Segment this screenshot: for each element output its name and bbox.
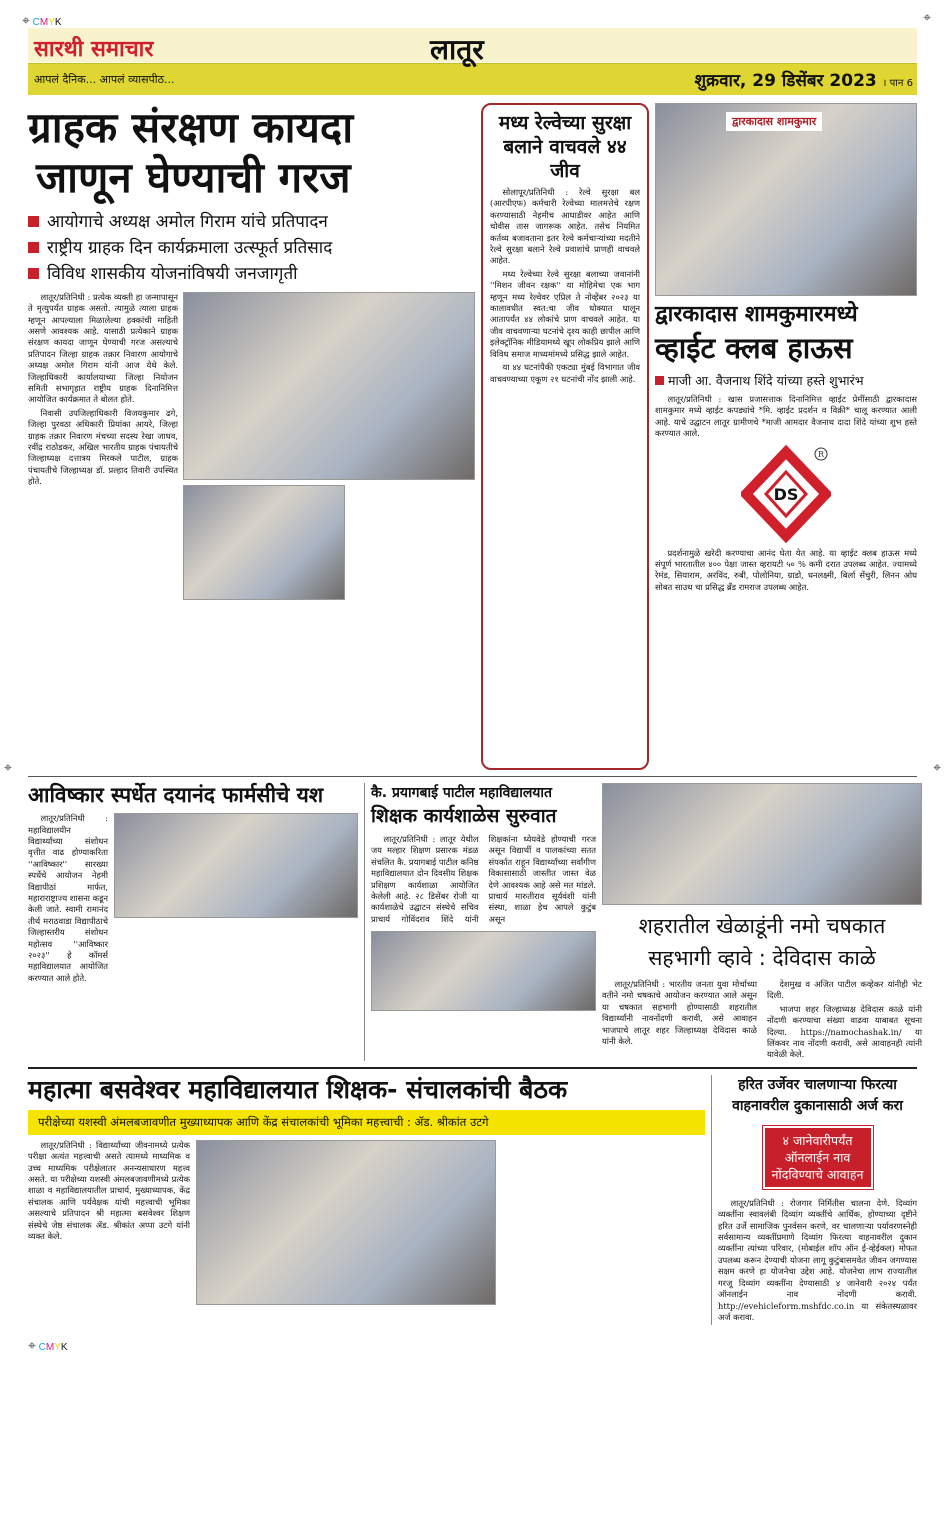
lead-headline <box>28 103 475 204</box>
photo-dayanand-students <box>114 813 358 918</box>
paragraph: प्रदर्शनामुळे खरेदी करण्याचा आनंद घेता येत आहे. या व्हाईट क्लब हाऊस मध्ये संपूर्ण भारतातील ४०० पेक्षा जास्त व्हरायटी ५० % कमी दरात उपलब्ध आहेत. ज्यामध्ये रेमंड, सियाराम, अरविंद, रुबी, पोलोनिया, ग्राडो, धनलक्ष्मी, बिर्ला सेंचुरी, लिनन ओघ सोबत साउथ चा प्रसिद्ध ब्रँड रामराज उपलब्ध आहेत. <box>655 547 917 592</box>
newspaper-brand: सारथी समाचार <box>34 37 154 62</box>
column-rule <box>711 1075 712 1325</box>
column-rule <box>364 783 365 1061</box>
ds-logo-icon <box>741 444 831 544</box>
registration-mark-icon: ⌖ <box>4 760 12 776</box>
white-club-headline <box>655 301 917 367</box>
ds-logo <box>741 444 831 544</box>
cmyk-c: C <box>32 17 40 28</box>
tagline: आपलं दैनिक... आपलं व्यासपीठ... <box>34 73 175 86</box>
photo-consumer-day-speaker <box>183 292 475 480</box>
white-club-subhead <box>655 372 917 389</box>
cmyk-mark-bottom <box>28 1337 917 1354</box>
svg-text:DS: DS <box>773 484 799 504</box>
svg-text:R: R <box>817 449 825 459</box>
bullet <box>28 209 475 235</box>
top-row <box>28 103 917 770</box>
bullet-square-icon <box>28 268 39 279</box>
white-club-story <box>655 103 917 595</box>
paragraph: भाजपा शहर जिल्हाध्यक्ष देविदास काळे यांनी नोंदणी करण्याचा संख्या वाढवा याबाबत सूचना दिल्या. https://namochashak.in/ या लिंकवर नाव नोंदणी करावी, असे आवाहनही त्यांनी यावेळी केले. <box>767 1003 922 1060</box>
bullet <box>28 261 475 287</box>
namo-body <box>602 979 922 1061</box>
cmyk-y: Y <box>54 1342 61 1354</box>
photo-consumer-day-event <box>183 485 345 600</box>
prayagbai-body <box>371 834 596 926</box>
bottom-row <box>28 1075 917 1325</box>
prayagbai-headline <box>371 783 596 829</box>
dayanand-story <box>28 783 358 986</box>
basaveshwar-headline: महात्मा बसवेश्वर महाविद्यालयात शिक्षक- संचालकांची बैठक <box>28 1074 568 1104</box>
harit-story <box>718 1075 917 1325</box>
headline-line: सहभागी व्हावे : देविदास काळे <box>648 946 876 970</box>
bullet-text: विविध शासकीय योजनांविषयी जनजागृती <box>47 263 298 284</box>
banner-text: द्वारकादास शामकुमार <box>726 112 822 131</box>
railway-body <box>490 187 640 385</box>
lead-content <box>28 292 475 600</box>
registration-mark-icon: ⌖ <box>923 10 931 26</box>
paragraph: लातूर/प्रतिनिधी : विद्यार्थ्यांच्या जीवनामध्ये प्रत्येक परीक्षा अत्यंत महत्त्वाची असते त्यामध्ये माध्यमिक व उच्च माध्यमिक परीक्षेलातर अनन्यसाधारण महत्त्व असते. या परीक्षेच्या यशस्वी अंमलबजावणीमध्ये प्रत्येक शाळा व महाविद्यालयातील प्राचार्य, मुख्याध्यापक, केंद्र संचालक आणि पर्यवेक्षक यांची महत्त्वाची भूमिका असल्याचे प्रतिपादन श्री महात्मा बसवेश्वर शिक्षण संस्थेचे जेष्ठ संचालक ॲड. श्रीकांत अप्पा उटगे यांनी व्यक्त केले. <box>28 1139 190 1242</box>
date: शुक्रवार, 29 डिसेंबर 2023 <box>694 71 877 91</box>
railway-story-box <box>481 103 649 770</box>
basaveshwar-content <box>28 1140 705 1305</box>
cmyk-k: K <box>60 1342 68 1354</box>
lead-story <box>28 103 475 600</box>
cmyk-c: C <box>38 1342 46 1354</box>
photo-basaveshwar-meeting <box>196 1140 496 1305</box>
paragraph: निवासी उपजिल्हाधिकारी विजयकुमार ढगे, जिल्हा पुरवठा अधिकारी प्रियांका आयरे, जिल्हा ग्राहक तक्रार निवारण मंचच्या सदस्य रेखा जाधव, रवींद्र राठोडकर, अखिल भारतीय ग्राहक पंचायतीचे जिल्हाध्यक्ष दत्तात्रय मिरकले पाटील, ग्राहक पंचायतीचे जिल्हाध्यक्ष डॉ. प्रल्हाद तिवारी उपस्थित होते. <box>28 407 178 487</box>
cmyk-k: K <box>54 17 62 28</box>
paragraph: या ४४ घटनांपैकी एकट्या मुंबई विभागात जीव वाचवण्याच्या एकूण २१ घटनांची नोंद झाली आहे. <box>490 362 640 384</box>
headline-line: कै. प्रयागबाई पाटील महाविद्यालयात <box>371 785 553 801</box>
paragraph: लातूर/प्रतिनिधी : लातूर येथील जय मल्हार शिक्षण प्रसारक मंडळ संचलित कै. प्रयागबाई पाटील कनिष्ठ महाविद्यालयात दोन दिवसीय शिक्षक प्रशिक्षण कार्यशाळा आयोजित केलेली आहे. २८ डिसेंबर रोजी या कार्यशाळेचे उद्घाटन संस्थेचे सचिव प्राचार्य गोविंदराव शिंदे यांनी शिक्षकांना ध्येयवेडे होण्याची गरज असून विद्यार्थी व पालकांच्या सतत संपर्कात राहून विद्यार्थ्यांच्या सर्वांगीण विकासासाठी जास्तीत जास्त वेळ देणे आवश्यक आहे असे मत मांडले. प्राचार्य मारुतीराव सूर्यवंशी यांनी संस्था, शाळा हेच आपले कुटुंब असून <box>371 834 596 924</box>
railway-headline: मध्य रेल्वेच्या सुरक्षा बलाने वाचवले ४४ जीव <box>498 112 632 182</box>
lead-body <box>28 292 178 490</box>
headline-line: हरित उर्जेवर चालणाऱ्या फिरत्या <box>738 1076 897 1093</box>
dayanand-content <box>28 813 358 986</box>
dateline <box>694 68 913 91</box>
edition-title: लातूर <box>430 33 484 66</box>
namo-headline <box>602 910 922 974</box>
photo-namo-chashak <box>602 783 922 905</box>
harit-headline <box>718 1075 917 1117</box>
basaveshwar-body <box>28 1140 190 1245</box>
cmyk-y: Y <box>48 17 55 28</box>
bullet-square-icon <box>655 376 664 385</box>
page-content <box>28 103 922 1384</box>
divider <box>28 1067 917 1069</box>
headline-line: वाहनावरील दुकानासाठी अर्ज करा <box>732 1097 903 1114</box>
lead-headline-line: जाणून घेण्याची गरज <box>36 153 351 203</box>
middle-row <box>28 783 922 1061</box>
paragraph: लातूर/प्रतिनिधी : भारतीय जनता युवा मोर्चाच्या वतीने नमो चषकाचे आयोजन करण्यात आले असून या चषकात सहभागी होण्यासाठी शहरातील विद्यार्थ्यांनी नावनोंदणी करावी, असे आवाहन भाजपाचे लातूर शहर जिल्हाध्यक्ष देविदास काळे यांनी केले. <box>602 979 757 1047</box>
paragraph: देशमुख व अजित पाटील कव्हेकर यांनीही भेट दिली. <box>767 979 922 1001</box>
paragraph: मध्य रेल्वेच्या रेल्वे सुरक्षा बलाच्या जवानांनी ''मिशन जीवन रक्षक'' या मोहिमेचा एक भाग म्हणून मध्य रेल्वेवर एप्रिल ते नोव्हेंबर २०२३ या कालावधीत स्वत:चा जीव धोक्यात घालून आतापर्यंत ४४ लोकांचे प्राण वाचवले आहेत. या जीव वाचवणाऱ्या घटनांचे दृश्य काही छापील आणि इलेक्ट्रॉनिक मीडियामध्ये खूप लोकप्रिय झाले आणि विविध समाज माध्यमांमध्ये प्रसिद्ध झाले आहेत. <box>490 268 640 359</box>
bullet-text: राष्ट्रीय ग्राहक दिन कार्यक्रमाला उत्स्फूर्त प्रतिसाद <box>47 237 333 258</box>
registration-mark-icon: ⌖ <box>22 12 30 28</box>
headline-line: व्हाईट क्लब हाऊस <box>655 331 853 365</box>
paragraph: लातूर/प्रतिनिधी : प्रत्येक व्यक्ती हा जन्मापासून ते मृत्युपर्यंत ग्राहक असतो. त्यामुळे त्याला ग्राहक म्हणून आपल्याला मिळालेल्या हक्कांची माहिती असणे आवश्यक आहे. यासाठी प्रत्येकाने ग्राहक संरक्षण कायदा जाणून घेण्याची गरज असल्याचे प्रतिपादन जिल्हा ग्राहक तक्रार निवारण आयोगाचे अध्यक्ष अमोल गिराम यांनी आज येथे केले. जिल्हाधिकारी कार्यालयाच्या जिल्हा नियोजन समिती सभागृहात राष्ट्रीय ग्राहक दिनानिमित्त आयोजित कार्यक्रमात ते बोलत होते. <box>28 291 178 405</box>
headline-line: शिक्षक कार्यशाळेस सुरुवात <box>371 805 557 827</box>
registration-mark-icon: ⌖ <box>933 760 941 776</box>
white-club-body <box>655 394 917 595</box>
dayanand-headline: आविष्कार स्पर्धेत दयानंद फार्मसीचे यश <box>28 783 324 807</box>
bullet-square-icon <box>28 242 39 253</box>
harit-callout: ४ जानेवारीपर्यंत ऑनलाईन नाव नोंदविण्याचे आवाहन <box>763 1126 873 1189</box>
cmyk-m: M <box>39 17 49 28</box>
dayanand-body <box>28 813 108 986</box>
cmyk-m: M <box>45 1342 55 1354</box>
lead-photos <box>183 292 475 600</box>
namo-story <box>602 783 922 1061</box>
lead-headline-line: ग्राहक संरक्षण कायदा <box>28 103 354 152</box>
basaveshwar-strap: परीक्षेच्या यशस्वी अंमलबजावणीत मुख्याध्यापक आणि केंद्र संचालकांची भूमिका महत्त्वाची : ॲड. श्रीकांत उटगे <box>28 1110 705 1135</box>
harit-body <box>718 1198 917 1325</box>
divider <box>28 776 917 777</box>
bullet <box>28 235 475 261</box>
paragraph: सोलापूर/प्रतिनिधी : रेल्वे सुरक्षा बल (आरपीएफ) कर्मचारी रेल्वेच्या मालमत्तेचे रक्षण करण्यासाठी नेहमीच आघाडीवर आहेत आणि चोवीस तास जागरूक आहेत. तसेच नियमित कर्तव्य बजावताना इतर रेल्वे कर्मचाऱ्यांच्या मदतीने रेल्वे सुरक्षा बलाने रेल्वे प्रवाशांचे प्राणही वाचवले आहेत. <box>490 187 640 266</box>
paragraph: लातूर/प्रतिनिधी : रोजगार निर्मितीस चालना देणे. दिव्यांग व्यक्तींना स्वावलंबी दिव्यांग व्यक्तींचे आर्थिक, होण्याच्या दृष्टीने हरित उर्जे सामाजिक पुनर्वसन करणे, वर चालणाऱ्या पर्यावरणस्नेही सर्वसामान्य व्यक्तींप्रमाणे दिव्यांग फिरत्या वाहनावरील दुकान व्यक्तींना त्यांच्या परिवार, (मोबाईल शॉप ऑन ई-व्हेईकल) मोफत उपलब्ध करून देण्याची योजना लागू कुटुंबासमवेत जीवन जगण्यास सक्षम करणे हा योजनेचा उद्देश आहे. योजनेचा लाभ राज्यातील गरजू दिव्यांग व्यक्तींना देण्यासाठी ४ जानेवारी २०२४ पर्यंत ऑनलाईन नाव नोंदणी करावी. http://evehicleform.mshfdc.co.in या संकेतस्थळावर अर्ज करावा. <box>718 1197 917 1322</box>
photo-white-club-inauguration <box>655 103 917 296</box>
bullet-square-icon <box>28 216 39 227</box>
headline-line: शहरातील खेळाडूंनी नमो चषकात <box>638 914 886 938</box>
paragraph: लातूर/प्रतिनिधी : खास प्रजासत्ताक दिनानिमित्त व्हाईट प्रेमींसाठी द्वारकादास शामकुमार मध्ये व्हाईट कपड्यांचे *मि. व्हाईट प्रदर्शन व विक्री* चालू करण्यात आली आहे. याचे उद्घाटन लातूर ग्रामीणचे *माजी आमदार वैजनाथ दादा शिंदे यांच्या शुभ हस्ते करण्यात आले. <box>655 394 917 439</box>
bullet-text: आयोगाचे अध्यक्ष अमोल गिराम यांचे प्रतिपादन <box>47 211 328 232</box>
prayagbai-story <box>371 783 596 1011</box>
paragraph: लातूर/प्रतिनिधी : महाविद्यालयीन विद्यार्थ्यांच्या संशोधन वृत्तीत वाढ होण्याकरिता ''आविष्कार'' सारख्या स्पर्धेचे आयोजन नेहमी विद्यापीठां मार्फत, महाराराष्ट्राज्य शासना कडून केली जाते. स्वामी रामानंद तीर्थ मराठवाडा विद्यापीठाचे जिल्हास्तरीय संशोधन महोत्सव ''आविष्कार २०२३'' हे कॉमर्स महाविद्यालयात आयोजित करण्यात आले होते. <box>28 813 108 983</box>
basaveshwar-story <box>28 1075 705 1305</box>
headline-line: द्वारकादास शामकुमारमध्ये <box>655 302 858 327</box>
photo-prayagbai-workshop <box>371 931 596 1011</box>
lead-bullets <box>28 209 475 287</box>
registration-mark-icon: ⌖ <box>28 1337 36 1354</box>
page-number: । पान 6 <box>882 78 913 89</box>
subhead-text: माजी आ. वैजनाथ शिंदे यांच्या हस्ते शुभारंभ <box>668 373 864 388</box>
cmyk-mark <box>22 12 62 29</box>
